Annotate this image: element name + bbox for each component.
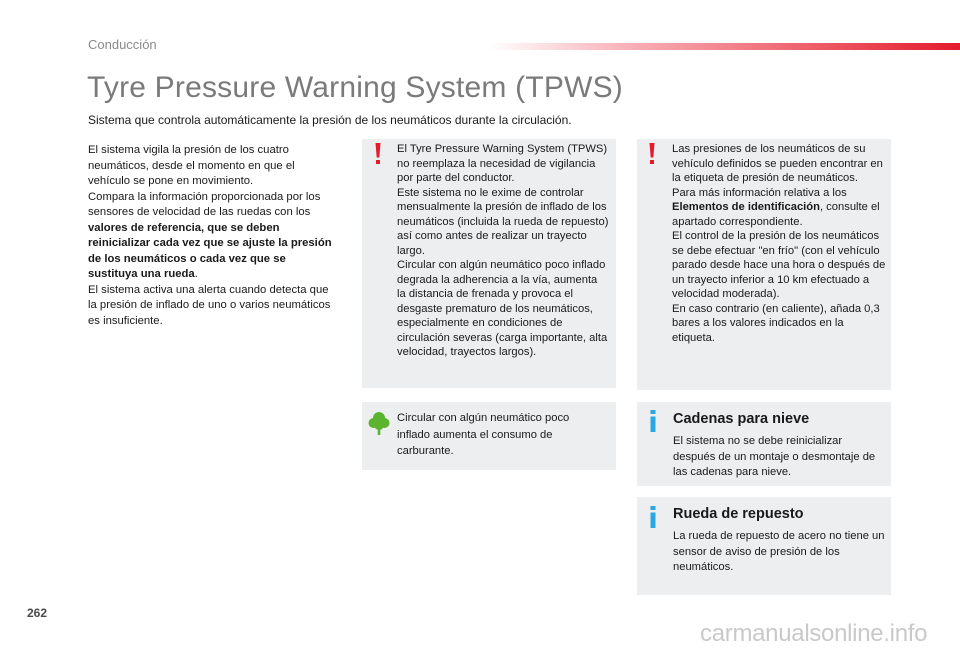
intro-paragraph: El sistema vigila la presión de los cuatro neumáticos, desde el momento en que el vehículo se pone en movimiento. — [88, 144, 295, 187]
page-number: 262 — [27, 606, 48, 620]
warning-box-1-text: El Tyre Pressure Warning System (TPWS) no reemplaza la necesidad de vigilancia por parte del conductor. Este sistema no le exime de controlar mensualmente la presión de inflado de los neumáticos (incluida la rueda de repuesto) así como antes de realizar un trayecto largo. Circular con algún neumático poco inflado degrada la adherencia a la vía, aumenta la distancia de frenada y provoca el desgaste prematuro de los neumáticos, especialmente en condiciones de circulación severas (carga importante, alta velocidad, trayectos largos). — [397, 143, 609, 358]
header-accent-bar — [488, 43, 960, 50]
info-icon — [648, 410, 658, 432]
spare-wheel-text: La rueda de repuesto de acero no tiene un sensor de aviso de presión de los neumáticos. — [673, 530, 885, 573]
watermark: carmanualsonline.info — [700, 620, 928, 647]
warning-box-2-text: Las presiones de los neumáticos de su vehículo definidos se pueden encontrar en la etiqueta de presión de neumáticos. Para más información relativa a los Elementos de identificación, consulte el apartado correspondiente. El control de la presión de los neumáticos se debe efectuar "en frío" (con el vehículo parado desde hace una hora o después de un trayecto inferior a 10 km efectuado a velocidad moderada). En caso contrario (en caliente), añada 0,3 bares a los valores indicados en la etiqueta. — [672, 143, 886, 344]
identification-elements-link: Elementos de identificación — [672, 201, 820, 213]
eco-leaf-icon — [368, 411, 390, 435]
eco-box-text: Circular con algún neumático poco inflado aumenta el consumo de carburante. — [397, 412, 570, 457]
info-icon — [648, 506, 658, 528]
alert-paragraph: El sistema activa una alerta cuando detecta que la presión de inflado de uno o varios neumáticos es insuficiente. — [88, 283, 331, 327]
reference-values-bold: valores de referencia, que se deben reinicializar cada vez que se ajuste la presión de los neumáticos o cada vez que se sustituya una rueda — [88, 221, 332, 280]
section-label: Conducción — [88, 37, 157, 52]
spare-wheel-heading: Rueda de repuesto — [673, 506, 804, 522]
snow-chains-text: El sistema no se debe reinicializar después de un montaje o desmontaje de las cadenas para nieve. — [673, 435, 876, 478]
snow-chains-heading: Cadenas para nieve — [673, 411, 810, 427]
page-title: Tyre Pressure Warning System (TPWS) — [87, 71, 623, 104]
left-column — [88, 143, 338, 329]
reference-paragraph: Compara la información proporcionada por los sensores de velocidad de las ruedas con los valores de referencia, que se deben reinicializar cada vez que se ajuste la presión de los neumáticos o cada vez que se sustituya una rueda. — [88, 190, 332, 280]
exclamation-icon — [647, 143, 657, 165]
page-subtitle: Sistema que controla automáticamente la presión de los neumáticos durante la circulación. — [88, 113, 572, 127]
exclamation-icon — [373, 143, 383, 165]
